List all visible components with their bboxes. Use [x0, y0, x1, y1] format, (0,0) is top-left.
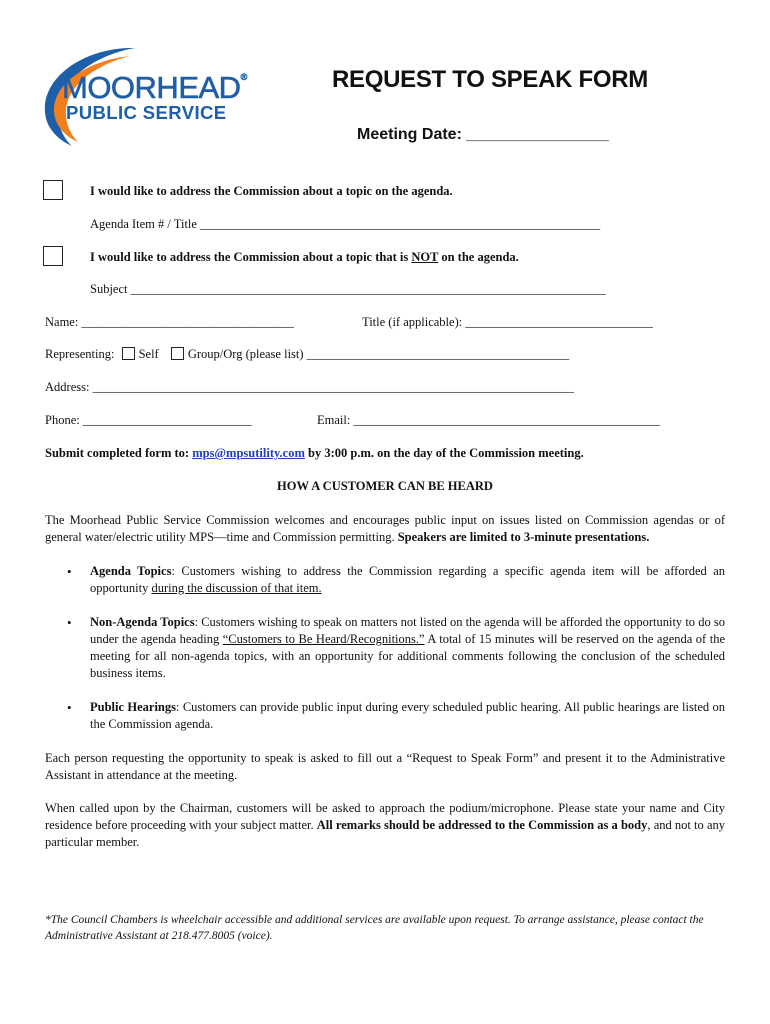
chairman-paragraph — [45, 800, 725, 851]
representing-label: Representing: — [45, 347, 115, 361]
option-not-agenda-suffix: on the agenda. — [438, 250, 519, 264]
phone-field[interactable]: Phone: ___________________________ — [45, 413, 252, 427]
logo-registered-mark: ® — [240, 72, 247, 82]
option-agenda-label: I would like to address the Commission about a topic on the agenda. — [90, 184, 453, 198]
name-field[interactable]: Name: __________________________________ — [45, 315, 294, 329]
logo-text-public-service: PUBLIC SERVICE — [66, 102, 227, 123]
intro-bold: Speakers are limited to 3-minute presentations. — [397, 530, 650, 544]
option-not-agenda-label — [90, 249, 519, 266]
list-item-non-agenda-topics — [45, 614, 725, 682]
representing-row — [45, 346, 569, 363]
bullet-underlined: “Customers to Be Heard/Recognitions.” — [222, 632, 425, 646]
ways-to-be-heard-list — [45, 563, 725, 733]
group-field[interactable]: Group/Org (please list) __________________________________________ — [187, 347, 570, 361]
chairman-bold: All remarks should be addressed to the Commission as a body — [316, 818, 648, 832]
bullet-text: : Customers can provide public input during every scheduled public hearing. All public hearings are listed on the Commission agenda. — [90, 700, 725, 731]
list-item-public-hearings — [45, 699, 725, 733]
submit-email-link[interactable]: mps@mpsutility.com — [192, 446, 305, 460]
subject-field[interactable]: Subject ____________________________________________________________________________ — [90, 282, 606, 296]
self-label: Self — [138, 347, 159, 361]
bullet-text: : Customers wishing to address the Commission regarding a specific agenda item will be afforded an opportunity — [90, 564, 726, 595]
chairman-after: , and not to any particular member. — [45, 818, 725, 849]
self-checkbox[interactable] — [122, 347, 135, 360]
agenda-topic-checkbox[interactable] — [43, 180, 63, 200]
intro-paragraph — [45, 512, 725, 546]
form-title: REQUEST TO SPEAK FORM — [332, 66, 648, 93]
list-item-agenda-topics — [45, 563, 725, 597]
logo-moorhead: MOORHEAD — [62, 70, 241, 105]
moorhead-logo — [40, 42, 265, 152]
option-not-agenda-not: NOT — [411, 250, 439, 264]
address-field[interactable]: Address: _____________________________________________________________________________ — [45, 380, 574, 394]
group-checkbox[interactable] — [171, 347, 184, 360]
bullet-term: Agenda Topics — [90, 564, 172, 578]
section-heading: HOW A CUSTOMER CAN BE HEARD — [277, 479, 493, 493]
chairman-text: When called upon by the Chairman, customers will be asked to approach the podium/microphone. Please state your name and City residence before proceeding with your subject matter. — [45, 801, 725, 832]
bullet-text: : Customers wishing to speak on matters not listed on the agenda will be afforded the opportunity to do so under the agenda heading — [90, 615, 725, 646]
bullet-term: Non-Agenda Topics — [90, 615, 195, 629]
not-agenda-topic-checkbox[interactable] — [43, 246, 63, 266]
bullet-underlined: during the discussion of that item. — [151, 581, 322, 595]
submit-prefix: Submit completed form to: — [45, 446, 193, 460]
footnote: *The Council Chambers is wheelchair accessible and additional services are available upon request. To arrange assistance, please contact the Administrative Assistant at 218.477.8005 (voice). — [45, 914, 704, 942]
bullet-after: A total of 15 minutes will be reserved on the agenda of the meeting for all non-agenda topics, with an opportunity for additional comments following the conclusion of the scheduled business items. — [90, 632, 725, 680]
body-text — [45, 512, 725, 851]
title-field[interactable]: Title (if applicable): ______________________________ — [362, 315, 653, 329]
agenda-item-field[interactable]: Agenda Item # / Title ________________________________________________________________ — [90, 217, 601, 231]
meeting-date-label[interactable]: Meeting Date: ________________ — [357, 126, 609, 143]
submit-suffix: by 3:00 p.m. on the day of the Commission meeting. — [304, 446, 584, 460]
email-field[interactable]: Email: _________________________________________________ — [317, 413, 660, 427]
submit-instructions — [45, 445, 584, 462]
bullet-term: Public Hearings — [90, 700, 176, 714]
intro-text: The Moorhead Public Service Commission welcomes and encourages public input on issues listed on Commission agendas or of general water/electric utility MPS—time and Commission permitting. — [45, 513, 725, 544]
logo-text-moorhead — [62, 70, 247, 106]
request-form-paragraph: Each person requesting the opportunity to speak is asked to fill out a “Request to Speak Form” and present it to the Administrative Assistant in attendance at the meeting. — [45, 751, 725, 782]
option-not-agenda-prefix: I would like to address the Commission about a topic that is — [90, 250, 412, 264]
